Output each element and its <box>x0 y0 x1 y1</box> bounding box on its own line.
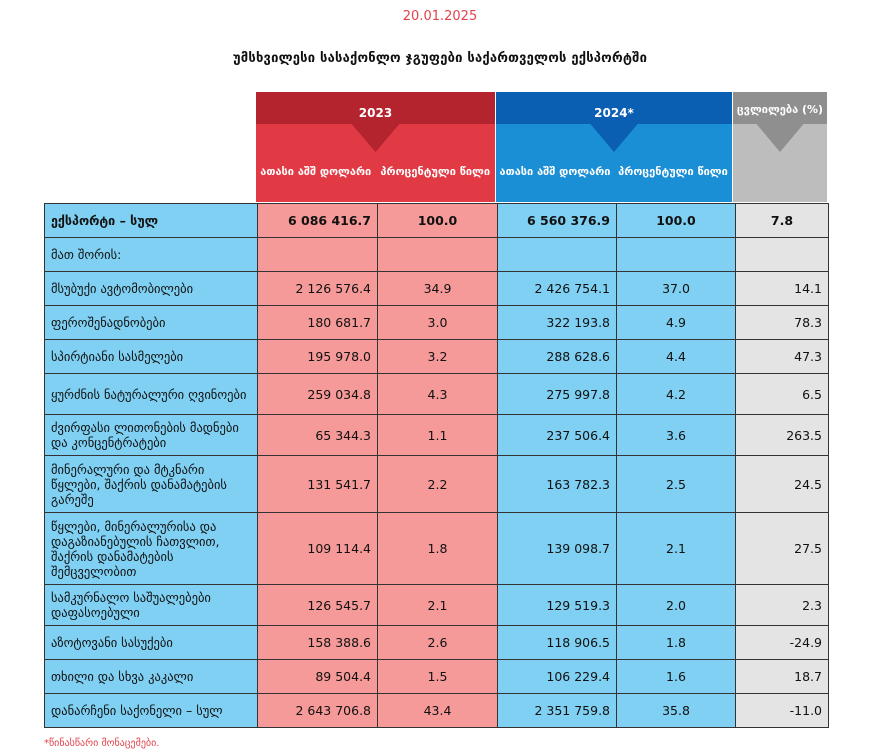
table-row <box>45 374 829 415</box>
header-2024 <box>496 92 732 202</box>
empty-cell <box>498 238 617 272</box>
row-share-2024: 35.8 <box>617 694 736 728</box>
row-change: 14.1 <box>736 272 829 306</box>
row-share-2024: 2.5 <box>617 456 736 513</box>
row-label: თხილი და სხვა კაკალი <box>45 660 258 694</box>
row-value-2024: 2 426 754.1 <box>498 272 617 306</box>
table-row-subheading <box>45 238 829 272</box>
row-share-2023: 2.1 <box>378 585 498 626</box>
header-change-band <box>733 92 827 152</box>
row-value-2024: 118 906.5 <box>498 626 617 660</box>
row-change: 263.5 <box>736 415 829 456</box>
row-change: -11.0 <box>736 694 829 728</box>
row-value-2024: 288 628.6 <box>498 340 617 374</box>
subheading: მათ შორის: <box>45 238 258 272</box>
row-share-2023: 2.6 <box>378 626 498 660</box>
row-share-2023: 1.1 <box>378 415 498 456</box>
empty-cell <box>736 238 829 272</box>
empty-cell <box>617 238 736 272</box>
row-value-2023: 2 643 706.8 <box>258 694 378 728</box>
table-row <box>45 306 829 340</box>
row-label: მსუბუქი ავტომობილები <box>45 272 258 306</box>
col-value-2024: ათასი აშშ დოლარი <box>499 165 611 178</box>
row-share-2024: 4.9 <box>617 306 736 340</box>
page-title: უმსხვილესი სასაქონლო ჯგუფები საქართველოს ექსპორტში <box>232 51 648 66</box>
col-share-2024: პროცენტული წილი <box>618 165 728 178</box>
header-2024-band <box>496 92 732 152</box>
row-value-2023: 180 681.7 <box>258 306 378 340</box>
row-share-2024: 2.0 <box>617 585 736 626</box>
table-row-total <box>45 204 829 238</box>
row-value-2024: 163 782.3 <box>498 456 617 513</box>
row-share-2024: 1.8 <box>617 626 736 660</box>
table-row <box>45 456 829 513</box>
row-value-2024: 139 098.7 <box>498 513 617 585</box>
row-value-2023: 195 978.0 <box>258 340 378 374</box>
header-2023 <box>256 92 495 202</box>
row-value-2023: 109 114.4 <box>258 513 378 585</box>
row-label: ყურძნის ნატურალური ღვინოები <box>45 374 258 415</box>
row-share-2023: 1.5 <box>378 660 498 694</box>
table-row <box>45 660 829 694</box>
header-2023-band <box>256 92 495 152</box>
report-date: 20.01.2025 <box>402 9 478 24</box>
table-row <box>45 272 829 306</box>
row-change: 24.5 <box>736 456 829 513</box>
row-change: 78.3 <box>736 306 829 340</box>
row-value-2023: 158 388.6 <box>258 626 378 660</box>
row-label: დანარჩენი საქონელი – სულ <box>45 694 258 728</box>
row-share-2023: 4.3 <box>378 374 498 415</box>
row-change: 2.3 <box>736 585 829 626</box>
row-label: სპირტიანი სასმელები <box>45 340 258 374</box>
year-2024-label: 2024* <box>594 106 634 120</box>
row-share-2024: 37.0 <box>617 272 736 306</box>
row-label: მინერალური და მტკნარი წყლები, შაქრის დანამატების გარეშე <box>45 456 258 513</box>
row-share-2024: 2.1 <box>617 513 736 585</box>
row-share-2024: 3.6 <box>617 415 736 456</box>
export-table <box>44 203 829 728</box>
row-value-2024: 275 997.8 <box>498 374 617 415</box>
table-row <box>45 585 829 626</box>
total-share-2023: 100.0 <box>378 204 498 238</box>
row-change: 18.7 <box>736 660 829 694</box>
row-label: წყლები, მინერალურისა და დაგაზიანებულის ჩათვლით, შაქრის დანამატების შემცველობით <box>45 513 258 585</box>
row-label: ძვირფასი ლითონების მადნები და კონცენტრატები <box>45 415 258 456</box>
row-value-2023: 126 545.7 <box>258 585 378 626</box>
row-value-2023: 89 504.4 <box>258 660 378 694</box>
total-value-2023: 6 086 416.7 <box>258 204 378 238</box>
row-share-2024: 1.6 <box>617 660 736 694</box>
row-value-2024: 106 229.4 <box>498 660 617 694</box>
footnote: *წინასწარი მონაცემები. <box>44 738 160 749</box>
table-row <box>45 340 829 374</box>
table-row <box>45 513 829 585</box>
row-value-2023: 2 126 576.4 <box>258 272 378 306</box>
row-change: 6.5 <box>736 374 829 415</box>
header-change <box>733 92 827 202</box>
table-row <box>45 694 829 728</box>
table-row <box>45 415 829 456</box>
row-label: ფეროშენადნობები <box>45 306 258 340</box>
row-share-2024: 4.4 <box>617 340 736 374</box>
row-value-2024: 237 506.4 <box>498 415 617 456</box>
table-row <box>45 626 829 660</box>
row-share-2023: 34.9 <box>378 272 498 306</box>
row-value-2023: 65 344.3 <box>258 415 378 456</box>
empty-cell <box>378 238 498 272</box>
col-share-2023: პროცენტული წილი <box>380 165 491 178</box>
row-share-2023: 1.8 <box>378 513 498 585</box>
total-label: ექსპორტი – სულ <box>45 204 258 238</box>
row-share-2023: 2.2 <box>378 456 498 513</box>
row-value-2023: 259 034.8 <box>258 374 378 415</box>
total-share-2024: 100.0 <box>617 204 736 238</box>
row-value-2023: 131 541.7 <box>258 456 378 513</box>
row-change: 27.5 <box>736 513 829 585</box>
row-label: აზოტოვანი სასუქები <box>45 626 258 660</box>
row-change: 47.3 <box>736 340 829 374</box>
empty-cell <box>258 238 378 272</box>
total-value-2024: 6 560 376.9 <box>498 204 617 238</box>
row-share-2024: 4.2 <box>617 374 736 415</box>
year-2023-label: 2023 <box>358 106 393 120</box>
row-label: სამკურნალო საშუალებები დაფასოებული <box>45 585 258 626</box>
row-value-2024: 129 519.3 <box>498 585 617 626</box>
row-value-2024: 2 351 759.8 <box>498 694 617 728</box>
total-change: 7.8 <box>736 204 829 238</box>
change-label: ცვლილება (%) <box>736 103 824 116</box>
row-change: -24.9 <box>736 626 829 660</box>
row-share-2023: 3.2 <box>378 340 498 374</box>
row-share-2023: 43.4 <box>378 694 498 728</box>
row-share-2023: 3.0 <box>378 306 498 340</box>
col-value-2023: ათასი აშშ დოლარი <box>260 165 372 178</box>
row-value-2024: 322 193.8 <box>498 306 617 340</box>
